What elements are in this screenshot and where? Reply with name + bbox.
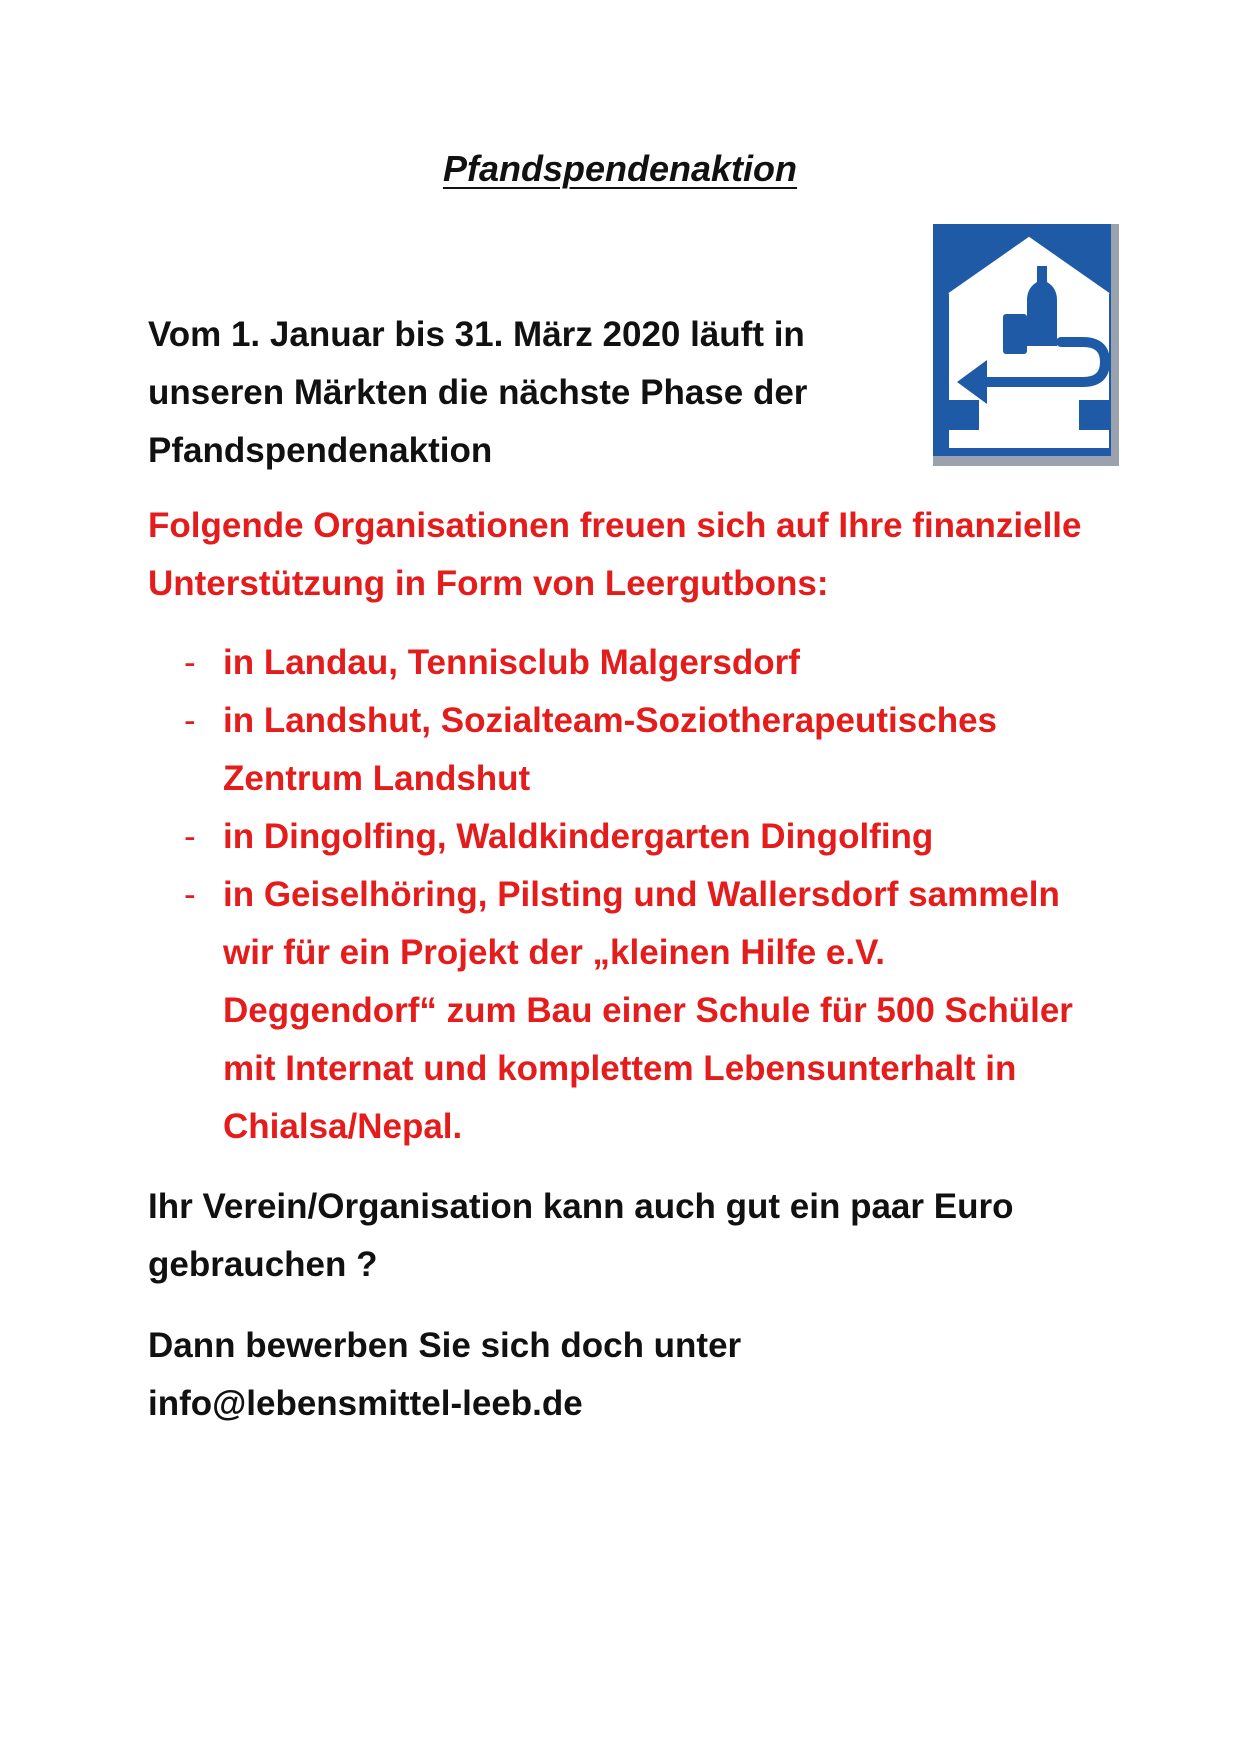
list-item-text: in Landshut, Sozialteam-Soziotherapeutisches Zentrum Landshut: [223, 701, 998, 798]
email-link[interactable]: info@lebensmittel-leeb.de: [148, 1384, 583, 1423]
organisations-lead: Folgende Organisationen freuen sich auf Ihre finanzielle Unterstützung in Form von Leergutbons:: [148, 506, 1082, 603]
list-item-text: in Landau, Tennisclub Malgersdorf: [223, 643, 800, 682]
pfand-return-icon: [933, 224, 1119, 466]
list-item-text: in Geiselhöring, Pilsting und Wallersdorf sammeln wir für ein Projekt der „kleinen Hilfe e.V. Deggendorf“ zum Bau einer Schule für 500 Schüler mit Internat und komplettem Lebensunterhalt in Chialsa/Nepal.: [223, 875, 1073, 1146]
list-item: [148, 634, 1098, 692]
organisations-list: [148, 634, 1098, 1156]
list-item: [148, 692, 1098, 808]
apply-text: Dann bewerben Sie sich doch unter: [148, 1326, 742, 1365]
intro-paragraph: Vom 1. Januar bis 31. März 2020 läuft in unseren Märkten die nächste Phase der Pfandspendenaktion: [148, 315, 808, 470]
list-marker: -: [184, 875, 196, 914]
list-marker: -: [184, 817, 196, 856]
list-item: [148, 808, 1098, 866]
list-item-text: in Dingolfing, Waldkindergarten Dingolfing: [223, 817, 934, 856]
page-title: Pfandspendenaktion: [442, 148, 798, 189]
list-marker: -: [184, 701, 196, 740]
list-marker: -: [184, 643, 196, 682]
question-paragraph: Ihr Verein/Organisation kann auch gut ein paar Euro gebrauchen ?: [148, 1187, 1014, 1284]
apply-paragraph: [148, 1317, 1098, 1433]
list-item: [148, 866, 1098, 1156]
